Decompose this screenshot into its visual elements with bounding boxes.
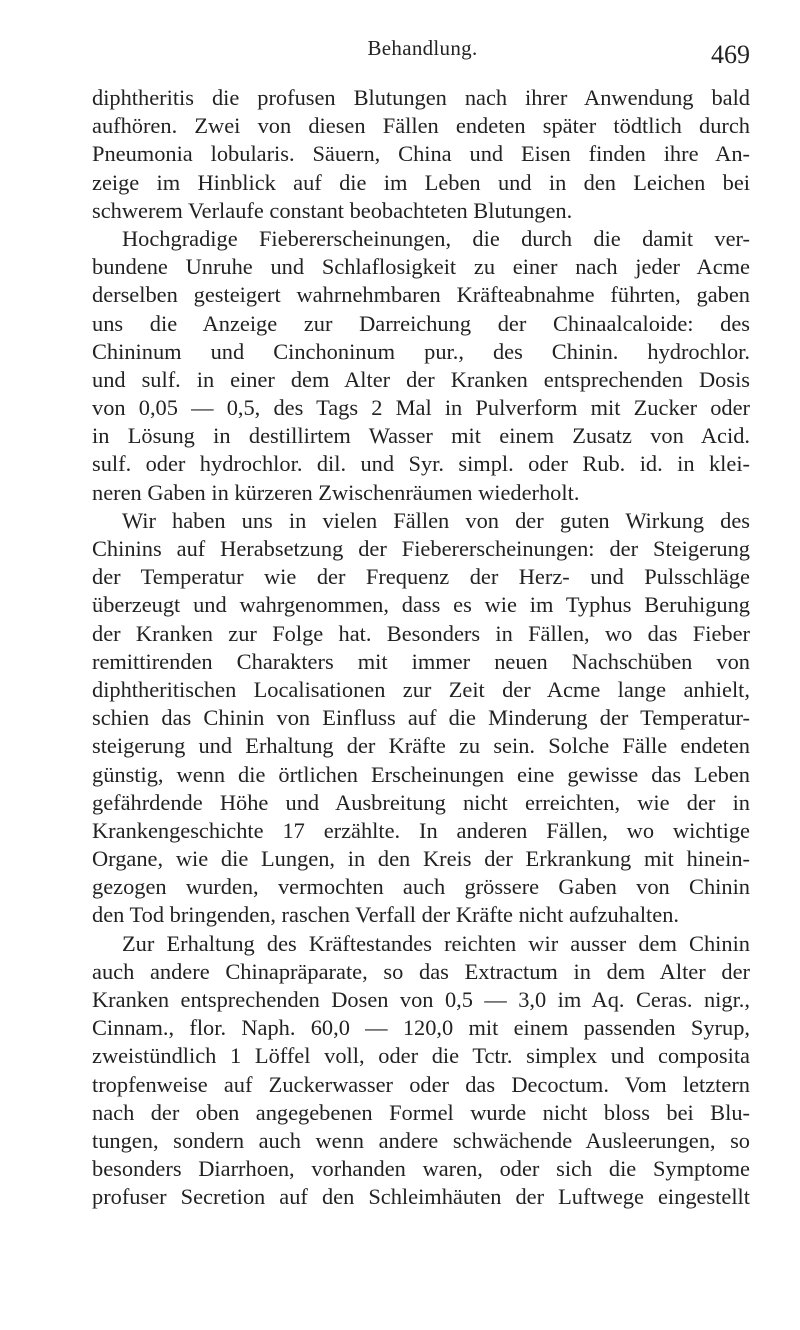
text-line: nach der oben angegebenen Formel wurde nicht bloss bei Blu- [92, 1099, 750, 1125]
text-line: tropfenweise auf Zuckerwasser oder das Decoctum. Vom letztern [92, 1071, 750, 1097]
text-line: günstig, wenn die örtlichen Erscheinungen eine gewisse das Leben [92, 761, 750, 787]
text-line: bundene Unruhe und Schlaflosigkeit zu einer nach jeder Acme [92, 254, 750, 280]
text-line: zeige im Hinblick auf die im Leben und in den Leichen bei [92, 169, 750, 195]
page-number: 469 [711, 40, 750, 69]
text-line: in Lösung in destillirtem Wasser mit einem Zusatz von Acid. [92, 423, 750, 449]
paragraph [92, 84, 750, 225]
text-line: besonders Diarrhoen, vorhanden waren, oder sich die Symptome [92, 1156, 750, 1182]
text-line: remittirenden Charakters mit immer neuen Nachschüben von [92, 648, 750, 674]
text-line: Wir haben uns in vielen Fällen von der guten Wirkung des [122, 507, 750, 533]
text-line: Cinnam., flor. Naph. 60,0 — 120,0 mit einem passenden Syrup, [92, 1015, 750, 1041]
text-line: uns die Anzeige zur Darreichung der Chinaalcaloide: des [92, 310, 750, 336]
text-line: Chininum und Cinchoninum pur., des Chinin. hydrochlor. [92, 338, 750, 364]
text-line: Chinins auf Herabsetzung der Fiebererscheinungen: der Steigerung [92, 536, 750, 561]
text-line: überzeugt und wahrgenommen, dass es wie im Typhus Beruhigung [92, 592, 750, 618]
running-title: Behandlung. [367, 36, 478, 60]
text-line: der Temperatur wie der Frequenz der Herz- und Pulsschläge [92, 564, 750, 590]
text-line: sulf. oder hydrochlor. dil. und Syr. simpl. oder Rub. id. in klei- [92, 451, 750, 477]
text-line: Pneumonia lobularis. Säuern, China und Eisen finden ihre An- [92, 141, 750, 167]
text-line: den Tod bringenden, raschen Verfall der Kräfte nicht aufzuhalten. [92, 902, 679, 928]
running-head [95, 28, 750, 68]
paragraph [92, 225, 750, 507]
text-line: gezogen wurden, vermochten auch grössere Gaben von Chinin [92, 874, 750, 900]
text-line: tungen, sondern auch wenn andere schwächende Ausleerungen, so [92, 1127, 750, 1153]
text-line: der Kranken zur Folge hat. Besonders in Fällen, wo das Fieber [92, 620, 750, 646]
text-line: Kranken entsprechenden Dosen von 0,5 — 3,0 im Aq. Ceras. nigr., [92, 987, 750, 1012]
text-line: diphtheritis die profusen Blutungen nach ihrer Anwendung bald [92, 85, 750, 110]
text-line: auch andere Chinapräparate, so das Extractum in dem Alter der [92, 958, 750, 984]
body-text [92, 84, 750, 1212]
text-line: aufhören. Zwei von diesen Fällen endeten später tödtlich durch [92, 113, 750, 139]
text-line: diphtheritischen Localisationen zur Zeit der Acme lange anhielt, [92, 676, 750, 702]
text-line: schien das Chinin von Einfluss auf die Minderung der Temperatur- [92, 705, 750, 731]
text-line: schwerem Verlaufe constant beobachteten Blutungen. [92, 197, 573, 223]
text-line: zweistündlich 1 Löffel voll, oder die Tctr. simplex und composita [92, 1043, 750, 1069]
text-line: steigerung und Erhaltung der Kräfte zu sein. Solche Fälle endeten [92, 733, 750, 759]
text-line: profuser Secretion auf den Schleimhäuten der Luftwege eingestellt [92, 1184, 750, 1210]
text-line: gefährdende Höhe und Ausbreitung nicht erreichten, wie der in [92, 789, 750, 815]
text-line: von 0,05 — 0,5, des Tags 2 Mal in Pulverform mit Zucker oder [92, 395, 750, 421]
paragraph [92, 507, 750, 930]
text-line: Krankengeschichte 17 erzählte. In anderen Fällen, wo wichtige [92, 817, 750, 843]
text-line: neren Gaben in kürzeren Zwischenräumen wiederholt. [92, 479, 580, 505]
text-line: Zur Erhaltung des Kräftestandes reichten wir ausser dem Chinin [122, 930, 750, 956]
text-line: Hochgradige Fiebererscheinungen, die durch die damit ver- [122, 225, 750, 251]
paragraph [92, 930, 750, 1212]
text-line: Organe, wie die Lungen, in den Kreis der Erkrankung mit hinein- [92, 846, 750, 872]
text-line: und sulf. in einer dem Alter der Kranken entsprechenden Dosis [92, 366, 750, 392]
text-line: derselben gesteigert wahrnehmbaren Kräfteabnahme führten, gaben [92, 282, 750, 308]
